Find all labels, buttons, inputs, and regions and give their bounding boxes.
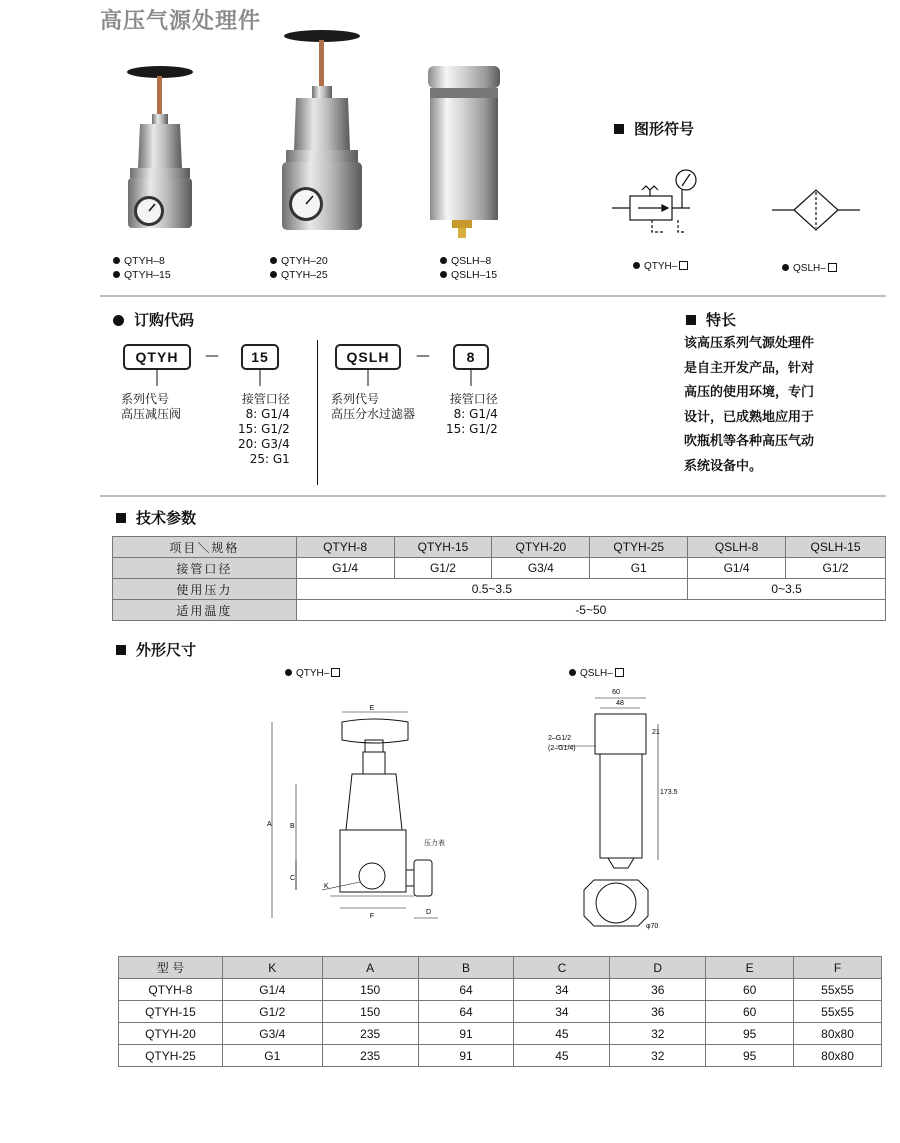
bullet-icon [782,264,789,271]
svg-text:2–G1/2: 2–G1/2 [548,735,571,742]
symbol-caption-qtyh: QTYH– [633,261,688,272]
dims-caption-qslh: QSLH– [569,668,624,679]
table-row: 适用温度 -5~50 [113,600,886,621]
product-caption-2: QTYH–20 QTYH–25 [270,254,328,282]
code-dash: — [205,348,219,364]
bullet-icon [285,669,292,676]
svg-text:B: B [290,823,295,830]
placeholder-box-icon [679,261,688,270]
table-row: QTYH-8 G1/4 150 64 34 36 60 55x55 [119,979,882,1001]
placeholder-box-icon [615,668,624,677]
square-bullet-icon [614,124,624,134]
table-header-row: 型 号 K A B C D E F [119,957,882,979]
qtyh-small-photo [127,66,193,228]
placeholder-box-icon [828,263,837,272]
code-leader-lines [110,370,500,390]
svg-text:60: 60 [612,689,620,696]
symbol-caption-qslh: QSLH– [782,263,837,274]
table-header-row: 项目＼规格 QTYH-8 QTYH-15 QTYH-20 QTYH-25 QSLH-8 QSLH-15 [113,537,886,558]
bullet-icon [270,257,277,264]
dims-table [118,956,882,1067]
tech-heading: 技术参数 [116,507,196,528]
qtyh-dimension-drawing [262,700,462,932]
table-row: QTYH-15 G1/2 150 64 34 36 60 55x55 [119,1001,882,1023]
svg-text:D: D [426,909,432,916]
symbols-heading: 图形符号 [614,118,694,139]
bullet-icon [113,271,120,278]
qtyh-series-code: QTYH [123,344,191,370]
divider [100,495,886,497]
bullet-icon [113,257,120,264]
svg-text:(2–G1/4): (2–G1/4) [548,745,576,752]
dims-caption-qtyh: QTYH– [285,668,340,679]
bullet-icon [633,262,640,269]
square-bullet-icon [116,513,126,523]
qslh-dimension-drawing [536,684,696,934]
filter-symbol [772,190,860,230]
regulator-symbol [612,170,696,232]
svg-text:173.5: 173.5 [660,789,678,796]
qtyh-size-note: 接管口径 8: G1/4 15: G1/2 20: G3/4 25: G1 [238,392,290,466]
square-bullet-icon [686,315,696,325]
order-heading: 订购代码 [113,309,194,330]
table-row: 使用压力 0.5~3.5 0~3.5 [113,579,886,600]
table-row: 接管口径 G1/4 G1/2 G3/4 G1 G1/4 G1/2 [113,558,886,579]
divider [100,295,886,297]
qslh-size-note: 接管口径 8: G1/4 15: G1/2 [446,392,498,436]
qslh-size-code: 8 [453,344,489,370]
bullet-icon [440,271,447,278]
svg-text:48: 48 [616,700,624,707]
svg-text:C: C [290,875,296,882]
features-heading: 特长 [686,309,736,330]
svg-text:φ70: φ70 [646,923,659,930]
bullet-icon [270,271,277,278]
qtyh-large-photo [282,30,362,230]
table-row: QTYH-25 G1 235 91 45 32 95 80x80 [119,1045,882,1067]
bullet-icon [440,257,447,264]
svg-text:E: E [369,705,375,712]
bullet-icon [113,315,124,326]
product-caption-1: QTYH–8 QTYH–15 [113,254,171,282]
svg-text:A: A [267,821,272,828]
product-caption-3: QSLH–8 QSLH–15 [440,254,497,282]
square-bullet-icon [116,645,126,655]
qslh-series-note: 系列代号 高压分水过滤器 [331,392,416,421]
svg-text:F: F [369,913,375,920]
features-text: 该高压系列气源处理件 是自主开发产品，针对 高压的使用环境，专门 设计，已成熟地应用于 吹瓶机等各种高压气动 系统设备中。 [684,336,815,474]
table-row: QTYH-20 G3/4 235 91 45 32 95 80x80 [119,1023,882,1045]
svg-text:压力表: 压力表 [424,839,445,847]
dims-heading: 外形尺寸 [116,639,196,660]
product-photos [100,28,520,248]
code-dash: — [416,348,430,364]
tech-table [112,536,886,621]
qslh-series-code: QSLH [335,344,401,370]
placeholder-box-icon [331,668,340,677]
pneumatic-symbols [612,160,892,240]
svg-text:K: K [324,883,329,890]
qtyh-size-code: 15 [241,344,279,370]
page-title: 高压气源处理件 [100,9,262,34]
order-divider [317,340,318,485]
qtyh-series-note: 系列代号 高压减压阀 [121,392,182,421]
svg-text:21: 21 [652,729,660,736]
bullet-icon [569,669,576,676]
qslh-photo [428,66,500,238]
